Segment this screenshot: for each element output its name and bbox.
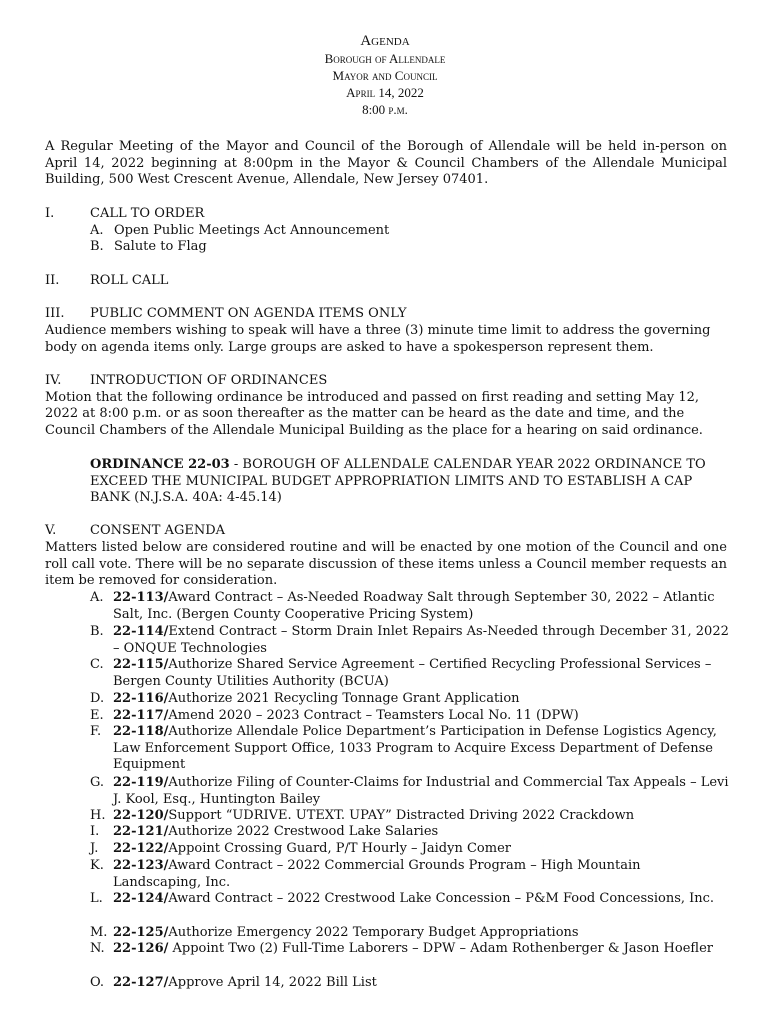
meeting-time: 8:00 p.m.	[362, 102, 408, 117]
consent-item	[90, 858, 730, 891]
item-letter: H.	[90, 808, 106, 823]
item-letter: D.	[90, 691, 105, 706]
item-id: 22-125/	[113, 925, 169, 940]
borough-name: Borough of Allendale	[324, 51, 446, 66]
item-id: 22-121/	[113, 824, 169, 839]
item-text: Award Contract – 2022 Crestwood Lake Concession – P&M Food Concessions, Inc.	[168, 891, 715, 906]
item-text: Authorize Shared Service Agreement – Certified Recycling Professional Services – Bergen County Utilities Authority (BCUA)	[113, 657, 712, 689]
item-letter: N.	[90, 941, 105, 956]
list-item	[90, 239, 207, 256]
ordinance-id: ORDINANCE 22-03	[90, 457, 230, 472]
item-text: Approve April 14, 2022 Bill List	[168, 975, 377, 990]
item-id: 22-127/	[113, 975, 169, 990]
item-letter: I.	[90, 824, 100, 839]
item-text: Support “UDRIVE. UTEXT. UPAY” Distracted Driving 2022 Crackdown	[168, 808, 635, 823]
section-body: Motion that the following ordinance be introduced and passed on first reading and setting May 12, 2022 at 8:00 p.m. or as soon thereafter as the matter can be heard as the date and time, and the Council Chambers of the Allendale Municipal Building as the place for a hearing on said ordinance.	[45, 389, 703, 438]
consent-item	[90, 590, 730, 623]
item-id: 22-126/	[113, 941, 169, 956]
item-letter: M.	[90, 925, 108, 940]
consent-item	[90, 808, 730, 825]
item-text: Authorize 2021 Recycling Tonnage Grant Application	[168, 691, 520, 706]
consent-item	[90, 657, 730, 690]
item-id: 22-115/	[113, 657, 169, 672]
item-text: Award Contract – 2022 Commercial Grounds Program – High Mountain Landscaping, Inc.	[113, 858, 641, 890]
item-text: Extend Contract – Storm Drain Inlet Repairs As-Needed through December 31, 2022 – ONQUE Technologies	[113, 624, 729, 656]
item-text: Award Contract – As-Needed Roadway Salt through September 30, 2022 – Atlantic Salt, Inc. (Bergen County Cooperative Pricing System)	[113, 590, 715, 622]
list-item	[90, 223, 389, 240]
consent-item	[90, 624, 730, 657]
item-text: Authorize Filing of Counter-Claims for Industrial and Commercial Tax Appeals – Levi J. Kool, Esq., Huntington Bailey	[113, 775, 729, 807]
item-letter: A.	[90, 222, 104, 238]
item-text: Authorize 2022 Crestwood Lake Salaries	[168, 824, 439, 839]
item-id: 22-116/	[113, 691, 169, 706]
item-text: Open Public Meetings Act Announcement	[114, 222, 390, 238]
item-id: 22-120/	[113, 808, 169, 823]
agenda-header	[0, 33, 770, 118]
consent-item	[90, 775, 730, 808]
section-title: INTRODUCTION OF ORDINANCES	[90, 373, 328, 388]
section-title: PUBLIC COMMENT ON AGENDA ITEMS ONLY	[90, 306, 407, 321]
section-title: ROLL CALL	[90, 273, 169, 288]
section-body: Matters listed below are considered routine and will be enacted by one motion of the Council and one roll call vote. There will be no separate discussion of these items unless a Council member requests an item be removed for consideration.	[45, 540, 727, 589]
ordinance-entry	[90, 457, 722, 507]
item-id: 22-124/	[113, 891, 169, 906]
item-letter: O.	[90, 975, 105, 990]
item-text: Appoint Two (2) Full-Time Laborers – DPW – Adam Rothenberger & Jason Hoefler	[168, 941, 713, 956]
item-letter: F.	[90, 724, 102, 739]
item-id: 22-117/	[113, 708, 169, 723]
item-id: 22-123/	[113, 858, 169, 873]
consent-item	[90, 691, 730, 708]
intro-paragraph: A Regular Meeting of the Mayor and Council of the Borough of Allendale will be held in-person on April 14, 2022 beginning at 8:00pm in the Mayor & Council Chambers of the Allendale Municipal Building, 500 West Crescent Avenue, Allendale, New Jersey 07401.	[45, 139, 727, 188]
item-letter: B.	[90, 239, 104, 255]
section-body: Audience members wishing to speak will have a three (3) minute time limit to address the governing body on agenda items only. Large groups are asked to have a spokesperson represent them.	[45, 323, 711, 355]
consent-item	[90, 941, 730, 958]
section-number: III.	[45, 306, 65, 321]
item-id: 22-122/	[113, 841, 169, 856]
agenda-title: Agenda	[360, 33, 410, 49]
item-letter: E.	[90, 708, 104, 723]
item-text: Authorize Emergency 2022 Temporary Budget Appropriations	[168, 925, 579, 940]
item-letter: G.	[90, 775, 105, 790]
consent-item	[90, 824, 730, 841]
consent-item	[90, 975, 730, 992]
item-letter: K.	[90, 858, 104, 873]
section-number: I.	[45, 206, 55, 221]
consent-item	[90, 708, 730, 725]
item-letter: B.	[90, 624, 104, 639]
consent-item	[90, 841, 730, 858]
item-id: 22-118/	[113, 724, 169, 739]
body-name: Mayor and Council	[332, 68, 438, 83]
ordinance-text: - BOROUGH OF ALLENDALE CALENDAR YEAR 2022 ORDINANCE TO EXCEED THE MUNICIPAL BUDGET APPROPRIATION LIMITS AND TO ESTABLISH A CAP BANK (N.J.S.A. 40A: 4-45.14)	[90, 457, 706, 506]
item-letter: J.	[90, 841, 99, 856]
item-id: 22-113/	[113, 590, 169, 605]
item-text: Salute to Flag	[114, 239, 207, 255]
section-number: IV.	[45, 373, 62, 388]
consent-item	[90, 891, 730, 908]
consent-item	[90, 724, 730, 774]
section-title: CALL TO ORDER	[90, 206, 205, 221]
item-id: 22-119/	[113, 775, 169, 790]
section-number: V.	[45, 523, 57, 538]
consent-item	[90, 925, 730, 942]
item-text: Amend 2020 – 2023 Contract – Teamsters Local No. 11 (DPW)	[168, 708, 579, 723]
item-text: Appoint Crossing Guard, P/T Hourly – Jaidyn Comer	[168, 841, 511, 856]
meeting-date: April 14, 2022	[346, 85, 424, 100]
section-number: II.	[45, 273, 60, 288]
section-title: CONSENT AGENDA	[90, 523, 226, 538]
item-letter: L.	[90, 891, 103, 906]
item-id: 22-114/	[113, 624, 169, 639]
item-text: Authorize Allendale Police Department’s Participation in Defense Logistics Agency, Law Enforcement Support Office, 1033 Program to Acquire Excess Department of Defense Equipment	[113, 724, 717, 773]
item-letter: C.	[90, 657, 104, 672]
item-letter: A.	[90, 590, 104, 605]
